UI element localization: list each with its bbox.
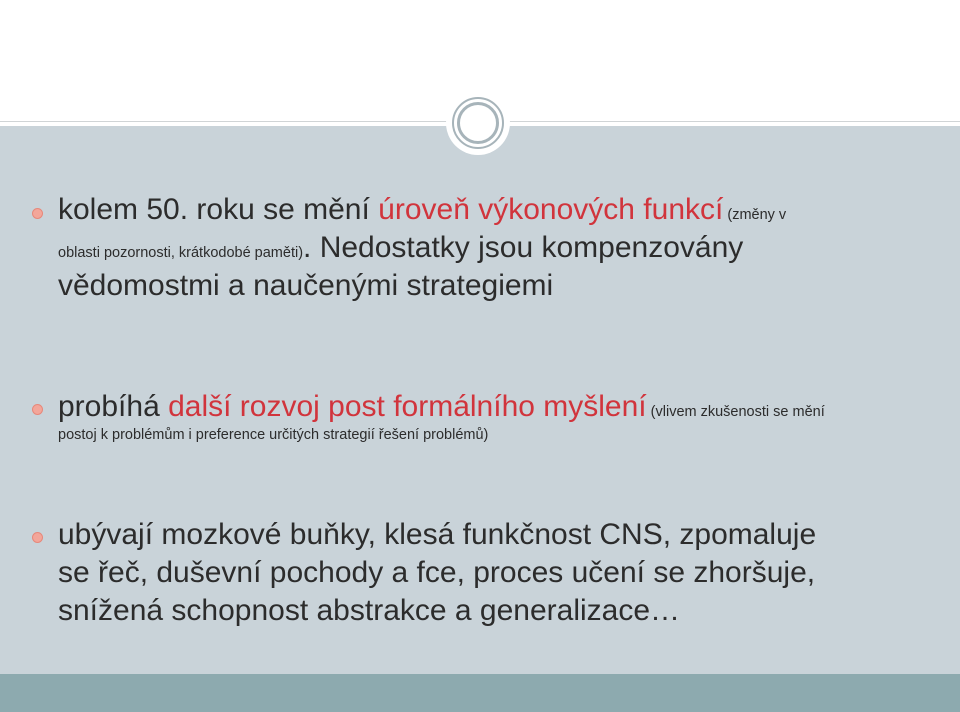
- bullet-1-line-1: [58, 191, 918, 229]
- slide-footer-strip: [0, 674, 960, 712]
- emblem-inner-ring: [457, 102, 499, 144]
- bullet-1-line-3: vědomostmi a naučenými strategiemi: [58, 269, 554, 303]
- bullet-point-icon: [32, 404, 43, 415]
- bullet-2-text-a: probíhá: [58, 390, 169, 423]
- bullet-2-highlight: další rozvoj post formálního myšlení: [168, 390, 647, 423]
- bullet-item-2: [58, 388, 918, 445]
- bullet-2-note-start: (vlivem zkušenosti se mění: [646, 404, 825, 420]
- bullet-item-3: [58, 516, 918, 630]
- bullet-1-note-end: oblasti pozornosti, krátkodobé paměti): [58, 245, 304, 262]
- bullet-3-line-2: se řeč, duševní pochody a fce, proces učení se zhoršuje,: [58, 556, 816, 590]
- circle-emblem-icon: [446, 91, 510, 155]
- bullet-1-highlight: úroveň výkonových funkcí: [378, 193, 724, 226]
- bullet-1-line-2: [58, 229, 918, 267]
- bullet-2-line-1: [58, 388, 918, 426]
- bullet-3-line-1: ubývají mozkové buňky, klesá funkčnost CNS, zpomaluje: [58, 518, 817, 551]
- bullet-item-1: [58, 191, 918, 305]
- bullet-point-icon: [32, 208, 43, 219]
- bullet-1-text-b: . Nedostatky jsou kompenzovány: [303, 231, 744, 265]
- bullet-1-text-a: kolem 50. roku se mění: [58, 193, 379, 226]
- bullet-2-note-end: postoj k problémům i preference určitých strategií řešení problémů): [58, 427, 489, 444]
- bullet-3-line-3: snížená schopnost abstrakce a generalizace…: [58, 594, 681, 628]
- bullet-1-note-start: (změny v: [723, 207, 787, 223]
- bullet-point-icon: [32, 532, 43, 543]
